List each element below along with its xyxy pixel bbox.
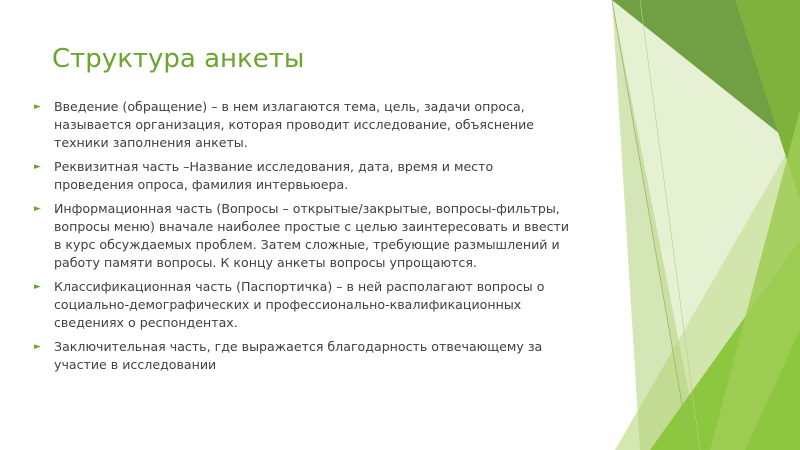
bullet-arrow-icon: ► <box>34 102 41 112</box>
list-item-text: Классификационная часть (Паспортичка) – в ней располагают вопросы о социально-демографических и профессионально-квалификационных сведениях о респондентах. <box>54 279 545 330</box>
list-item <box>34 98 574 152</box>
bullet-arrow-icon: ► <box>34 162 41 172</box>
bullet-arrow-icon: ► <box>34 342 41 352</box>
list-item <box>34 278 574 332</box>
bullet-list <box>34 98 574 380</box>
list-item-text: Заключительная часть, где выражается благодарность отвечающему за участие в исследовании <box>54 339 543 372</box>
list-item <box>34 200 574 272</box>
bullet-arrow-icon: ► <box>34 282 41 292</box>
bullet-arrow-icon: ► <box>34 204 41 214</box>
list-item <box>34 158 574 194</box>
list-item-text: Реквизитная часть –Название исследования, дата, время и место проведения опроса, фамилия интервьюера. <box>54 159 494 192</box>
list-item-text: Информационная часть (Вопросы – открытые/закрытые, вопросы-фильтры, вопросы меню) вначале наиболее простые с целью заинтересовать и ввести в курс обсуждаемых проблем. Затем сложные, требующие размышлений и работу памяти вопросы. К концу анкеты вопросы упрощаются. <box>54 201 570 270</box>
slide-title: Структура анкеты <box>52 44 305 74</box>
list-item <box>34 338 574 374</box>
list-item-text: Введение (обращение) – в нем излагаются тема, цель, задачи опроса, называется организация, которая проводит исследование, объяснение техники заполнения анкеты. <box>54 99 535 150</box>
